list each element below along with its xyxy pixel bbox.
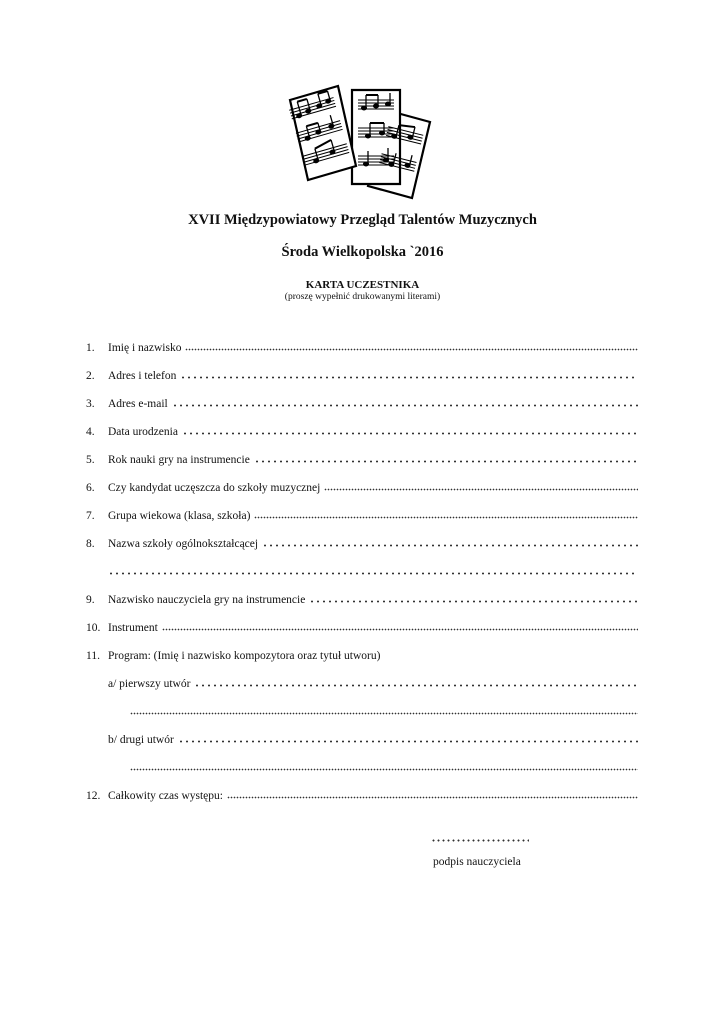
fill-in-line[interactable] xyxy=(130,712,638,715)
field-number: 1. xyxy=(86,342,95,354)
field-row-address-phone xyxy=(86,366,638,382)
field-row-years-of-study xyxy=(86,450,638,466)
field-label: Data urodzenia xyxy=(108,426,178,438)
event-title: XVII Międzypowiatowy Przegląd Talentów Muzycznych xyxy=(188,212,537,228)
program-row-second-continued xyxy=(130,758,638,774)
sheet-music-logo xyxy=(282,80,440,204)
fill-in-line[interactable] xyxy=(180,376,638,379)
field-label: Program: (Imię i nazwisko kompozytora oraz tytuł utworu) xyxy=(108,650,381,662)
field-row-instrument xyxy=(86,618,638,634)
signature-line[interactable] xyxy=(431,839,529,842)
field-number: 6. xyxy=(86,482,95,494)
field-row-general-school xyxy=(86,534,638,550)
program-row-first-continued xyxy=(130,702,638,718)
fill-in-line[interactable] xyxy=(194,684,638,687)
card-title: KARTA UCZESTNIKA xyxy=(305,279,420,291)
fill-in-line[interactable] xyxy=(324,488,638,491)
field-row-teacher xyxy=(86,590,638,606)
fill-in-line[interactable] xyxy=(172,404,638,407)
field-number: 2. xyxy=(86,370,95,382)
field-label: Czy kandydat uczęszcza do szkoły muzycznej xyxy=(108,482,321,494)
field-row-general-school-continued xyxy=(86,562,638,578)
field-row-email xyxy=(86,394,638,410)
program-label-second: b/ drugi utwór xyxy=(108,734,174,746)
event-subtitle: Środa Wielkopolska `2016 xyxy=(281,244,444,260)
field-number: 12. xyxy=(86,790,101,802)
fill-in-line[interactable] xyxy=(227,796,638,799)
program-row-second-piece xyxy=(108,730,638,746)
field-number: 8. xyxy=(86,538,95,550)
field-number: 11. xyxy=(86,650,100,662)
fill-in-line[interactable] xyxy=(182,432,638,435)
field-row-total-time xyxy=(86,786,638,802)
fill-in-line[interactable] xyxy=(178,740,638,743)
field-label: Adres i telefon xyxy=(108,370,177,382)
field-label: Grupa wiekowa (klasa, szkoła) xyxy=(108,510,251,522)
field-label: Całkowity czas występu: xyxy=(108,790,223,802)
field-label: Instrument xyxy=(108,622,158,634)
program-label-first: a/ pierwszy utwór xyxy=(108,678,191,690)
field-row-music-school xyxy=(86,478,638,494)
field-label: Imię i nazwisko xyxy=(108,342,182,354)
fill-in-line[interactable] xyxy=(162,628,638,631)
card-note: (proszę wypełnić drukowanymi literami) xyxy=(284,292,441,302)
fill-in-line[interactable] xyxy=(254,460,638,463)
fill-in-line[interactable] xyxy=(254,516,638,519)
field-number: 9. xyxy=(86,594,95,606)
fill-in-line[interactable] xyxy=(185,348,638,351)
fill-in-line[interactable] xyxy=(309,600,638,603)
signature-label: podpis nauczyciela xyxy=(433,856,521,868)
field-number: 5. xyxy=(86,454,95,466)
field-row-age-group xyxy=(86,506,638,522)
fill-in-line[interactable] xyxy=(130,768,638,771)
field-label: Nazwa szkoły ogólnokształcącej xyxy=(108,538,259,550)
fill-in-line[interactable] xyxy=(108,572,638,575)
field-label: Nazwisko nauczyciela gry na instrumencie xyxy=(108,594,306,606)
field-row-birth-date xyxy=(86,422,638,438)
fill-in-line[interactable] xyxy=(262,544,638,547)
field-label: Adres e-mail xyxy=(108,398,168,410)
field-number: 3. xyxy=(86,398,95,410)
field-number: 7. xyxy=(86,510,95,522)
field-label: Rok nauki gry na instrumencie xyxy=(108,454,250,466)
field-number: 4. xyxy=(86,426,95,438)
field-row-program xyxy=(86,646,638,662)
field-row-name xyxy=(86,338,638,354)
field-number: 10. xyxy=(86,622,101,634)
program-row-first-piece xyxy=(108,674,638,690)
